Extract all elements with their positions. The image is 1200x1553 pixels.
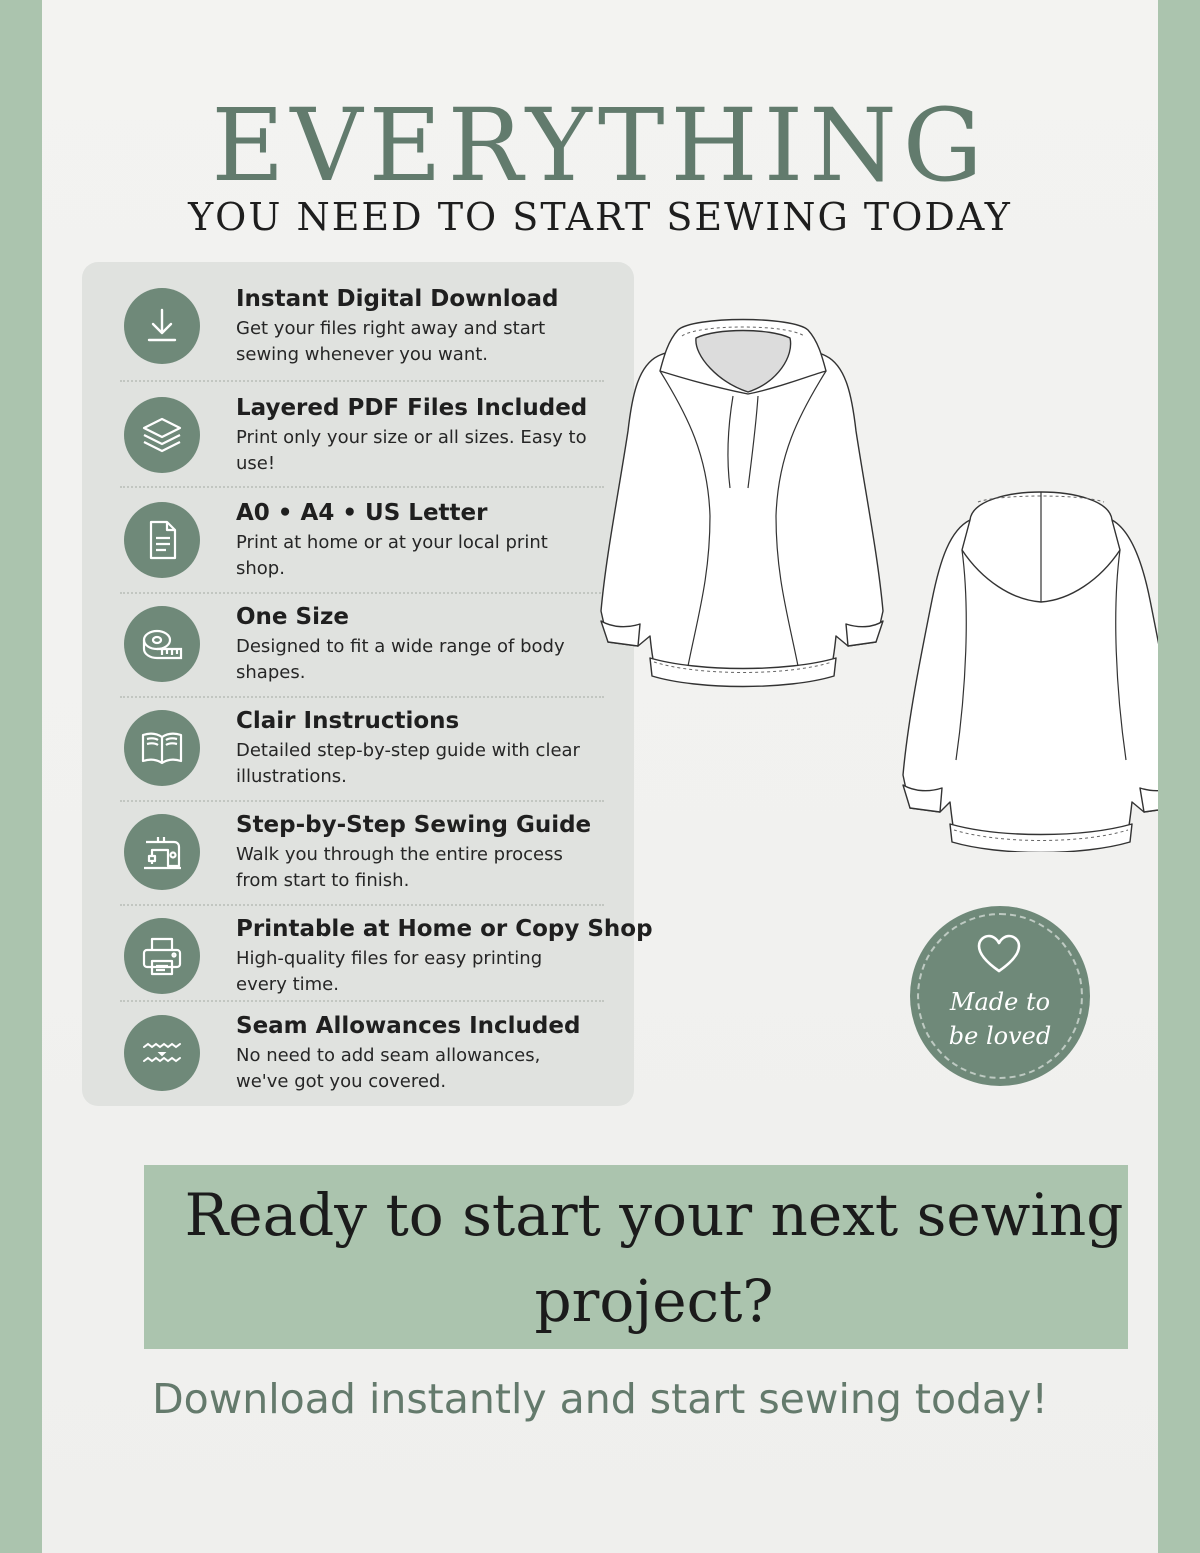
cta-headline: Ready to start your next sewing project? (184, 1181, 1124, 1335)
heart-icon (976, 934, 1022, 974)
book-icon (124, 710, 200, 786)
seam-wave-icon (124, 1015, 200, 1091)
badge-text-line1: Made to (949, 988, 1051, 1016)
feature-title: Instant Digital Download (236, 286, 559, 312)
feature-item-instructions (82, 684, 634, 788)
hoodie-front-illustration (598, 316, 888, 688)
page-title: EVERYTHING (211, 87, 989, 204)
cta-subline: Download instantly and start sewing today! (152, 1375, 1048, 1423)
layers-icon (124, 397, 200, 473)
feature-description: Walk you through the entire process from start to finish. (236, 844, 563, 891)
printer-icon (124, 918, 200, 994)
feature-description: High-quality files for easy printing every time. (236, 948, 543, 995)
feature-item-one-size (82, 580, 634, 684)
feature-item-download (82, 262, 634, 366)
document-icon (124, 502, 200, 578)
feature-description: Print only your size or all sizes. Easy to use! (236, 427, 587, 474)
feature-title: Layered PDF Files Included (236, 395, 588, 421)
product-page (42, 0, 1158, 1553)
badge-text-line2: be loved (948, 1022, 1052, 1050)
sewing-machine-icon (124, 814, 200, 890)
measuring-tape-icon (124, 606, 200, 682)
hoodie-back-illustration (900, 490, 1158, 852)
feature-description: Designed to fit a wide range of body shapes. (236, 636, 565, 683)
feature-item-printable (82, 892, 653, 996)
feature-description: Print at home or at your local print shop. (236, 532, 548, 579)
feature-description: No need to add seam allowances, we've got you covered. (236, 1045, 541, 1092)
feature-title: One Size (236, 604, 349, 630)
feature-item-seam-allowances (82, 989, 634, 1093)
page-subtitle: YOU NEED TO START SEWING TODAY (188, 195, 1012, 239)
download-icon (124, 288, 200, 364)
feature-title: Step-by-Step Sewing Guide (236, 812, 592, 838)
feature-item-paper-sizes (82, 476, 634, 580)
feature-title: Clair Instructions (236, 708, 460, 734)
feature-title: Printable at Home or Copy Shop (236, 916, 653, 942)
made-to-be-loved-badge (910, 906, 1090, 1086)
feature-item-sewing-guide (82, 788, 634, 892)
feature-description: Get your files right away and start sewing whenever you want. (236, 318, 546, 365)
feature-description: Detailed step-by-step guide with clear illustrations. (236, 740, 580, 787)
feature-title: A0 • A4 • US Letter (236, 500, 488, 526)
feature-title: Seam Allowances Included (236, 1013, 581, 1039)
feature-item-layered-pdf (82, 371, 634, 475)
